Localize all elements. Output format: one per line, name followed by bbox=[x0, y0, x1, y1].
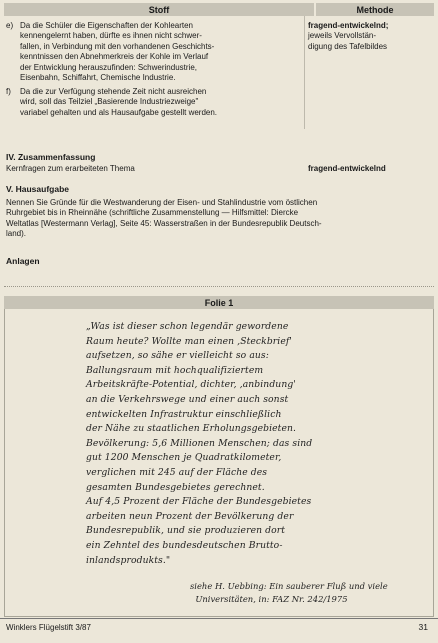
methode-bold: fragend-entwickelnd bbox=[308, 164, 386, 173]
section-iv-text: Kernfragen zum erarbeiteten Thema bbox=[6, 164, 135, 173]
footer-publication: Winklers Flügelstift 3/87 bbox=[6, 623, 91, 632]
folie-header bbox=[4, 296, 434, 309]
handwritten-quote: „Was ist dieser schon legendär gewordene Raum heute? Wollte man einen ‚Steckbrief' aufsetzen, so sähe er vielleicht so aus: Ballungsraum mit hochqualifiziertem Arbeitskräfte-Potential, dichter, ‚anbindung' an die Verkehrswege und einer auch sonst entwickelten Infrastruktur einschließlich der Nähe zu staatlichen Erholungsgebieten. Bevölkerung: 5,6 Millionen Menschen; das sind gut 1200 Menschen je Quadratkilometer, verglichen mit 245 auf der Fläche des gesamten Bundesgebietes gerechnet. Auf 4,5 Prozent der Fläche der Bundesgebietes arbeiten neun Prozent der Bevölkerung der Bundesrepublik, und sie produzieren dort ein Zehntel des bundesdeutschen Brutto- inlandsprodukts." bbox=[86, 321, 313, 566]
page-number: 31 bbox=[418, 622, 428, 632]
table-header bbox=[4, 3, 434, 16]
stoff-header: Stoff bbox=[148, 4, 170, 15]
handwritten-citation: siehe H. Uebbing: Ein sauberer Fluß und viele Universitäten, in: FAZ Nr. 242/1975 bbox=[190, 581, 388, 604]
item-label: e) bbox=[6, 21, 14, 30]
item-label: f) bbox=[6, 87, 11, 96]
section-v-text: Nennen Sie Gründe für die Westwanderung der Eisen- und Stahlindustrie vom östlichen Ruhrgebiet bis in Rheinnähe (schriftliche Zusammenstellung — Hilfsmittel: Diercke Weltatlas [Westermann Verlag], Seite 45: Wasserstraßen in der Bundesrepublik Deutsch- land). bbox=[6, 198, 322, 239]
methode-cell-2 bbox=[308, 164, 386, 174]
item-text: Da die zur Verfügung stehende Zeit nicht ausreichen wird, soll das Teilziel „Basierende Industriezweige" variabel gehalten und als Hausaufgabe gestellt werden. bbox=[20, 87, 218, 117]
column-divider bbox=[304, 16, 305, 129]
methode-cell-1 bbox=[308, 21, 388, 52]
section-v-title: V. Hausaufgabe bbox=[6, 184, 69, 194]
folie-title: Folie 1 bbox=[204, 297, 234, 308]
item-text: Da die Schüler die Eigenschaften der Kohlearten kennengelernt haben, dürfte es ihnen nicht schwer- fallen, in Verbindung mit den vorhandenen Geschichts- kenntnissen den Abnehmerkreis der Kohle im Verlauf der Entwicklung herauszufinden: Schwerindustrie, Eisenbahn, Schiffahrt, Chemische Industrie. bbox=[20, 21, 215, 83]
methode-header: Methode bbox=[356, 4, 394, 15]
methode-text: jeweils Vervollstän- digung des Tafelbildes bbox=[308, 31, 388, 51]
section-iv-title: IV. Zusammenfassung bbox=[6, 152, 96, 162]
footer-rule bbox=[0, 618, 438, 619]
dotted-divider bbox=[4, 286, 434, 287]
methode-bold: fragend-entwickelnd; bbox=[308, 21, 389, 30]
anlagen-title: Anlagen bbox=[6, 256, 40, 266]
